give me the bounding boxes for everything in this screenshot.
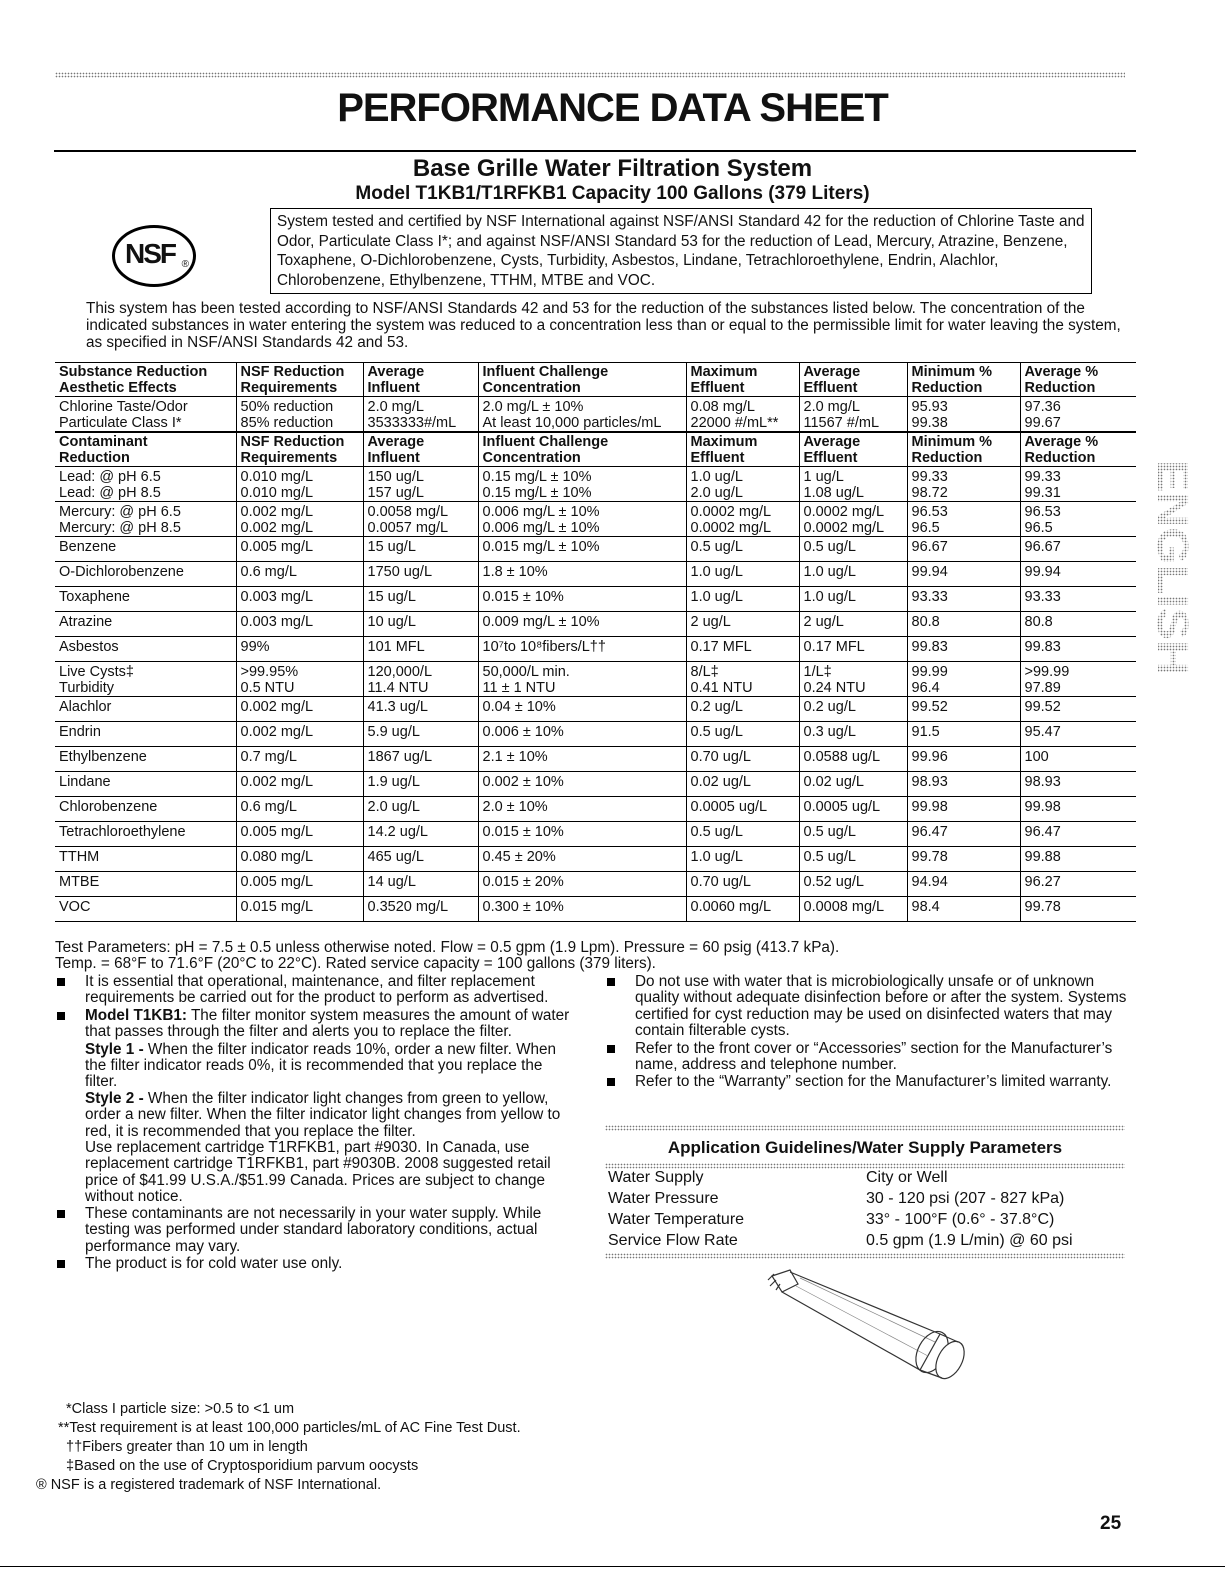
note-manufacturer: Refer to the front cover or “Accessories” section for the Manufacturer’s name, address and telephone number. bbox=[605, 1041, 1130, 1074]
table-cell: 99% bbox=[236, 637, 363, 662]
table-cell: 15 ug/L bbox=[363, 587, 478, 612]
table-cell: 2.0 mg/L 11567 #/mL bbox=[799, 397, 907, 433]
table-row bbox=[55, 697, 1136, 722]
note-warranty: Refer to the “Warranty” section for the Manufacturer’s limited warranty. bbox=[605, 1074, 1130, 1090]
table-cell: O-Dichlorobenzene bbox=[55, 562, 236, 587]
table-cell: 0.2 ug/L bbox=[799, 697, 907, 722]
style-1-note bbox=[55, 1042, 573, 1091]
table-cell: 0.6 mg/L bbox=[236, 797, 363, 822]
column-header: Average % Reduction bbox=[1020, 363, 1136, 397]
table-cell: 0.5 ug/L bbox=[799, 847, 907, 872]
note-contaminants: These contaminants are not necessarily in your water supply. While testing was performed under standard laboratory conditions, actual performance may vary. bbox=[55, 1206, 573, 1255]
table-cell: 1/L‡ 0.24 NTU bbox=[799, 662, 907, 697]
app-label-service-flow-rate: Service Flow Rate bbox=[608, 1232, 738, 1249]
app-value-water-pressure: 30 - 120 psi (207 - 827 kPa) bbox=[866, 1190, 1065, 1207]
table-cell: 0.006 mg/L ± 10% 0.006 mg/L ± 10% bbox=[478, 502, 686, 537]
certification-box: System tested and certified by NSF International against NSF/ANSI Standard 42 for the reduction of Chlorine Taste and Odor, Particulate Class I*; and against NSF/ANSI Standard 53 for the reduction of Lead, Mercury, Atrazine, Benzene, Toxaphene, O-Dichlorobenzene, Cysts, Turbidity, Asbestos, Lindane, Tetrachloroethylene, Endrin, Alachlor, Chlorobenzene, Ethylbenzene, TTHM, MTBE and VOC. bbox=[270, 208, 1092, 294]
table-cell: 14 ug/L bbox=[363, 872, 478, 897]
table-cell: 99.52 bbox=[1020, 697, 1136, 722]
table-cell: 2.0 mg/L ± 10% At least 10,000 particles/mL bbox=[478, 397, 686, 433]
column-header: Minimum % Reduction bbox=[907, 363, 1020, 397]
bottom-edge-rule bbox=[0, 1566, 1225, 1567]
left-notes-column bbox=[55, 974, 573, 1273]
replacement-cartridge-note: Use replacement cartridge T1RFKB1, part #9030. In Canada, use replacement cartridge T1RFKB1, part #9030B. 2008 suggested retail price of $41.99 U.S.A./$51.99 Canada. Prices are subject to change without notice. bbox=[85, 1139, 551, 1206]
table-cell: 0.0005 ug/L bbox=[686, 797, 799, 822]
title-rule bbox=[54, 150, 1136, 152]
model-line: Model T1KB1/T1RFKB1 Capacity 100 Gallons (379 Liters) bbox=[355, 183, 870, 204]
table-cell: 41.3 ug/L bbox=[363, 697, 478, 722]
table-cell: 80.8 bbox=[1020, 612, 1136, 637]
table-row bbox=[55, 662, 1136, 697]
nsf-logo-icon bbox=[112, 225, 196, 287]
test-parameters bbox=[55, 940, 1135, 972]
table-cell: 96.67 bbox=[907, 537, 1020, 562]
table-cell: 0.7 mg/L bbox=[236, 747, 363, 772]
table-row bbox=[55, 587, 1136, 612]
table-cell: 0.002 mg/L bbox=[236, 722, 363, 747]
footnote-fibers: ††Fibers greater than 10 um in length bbox=[66, 1439, 308, 1455]
table-cell: 0.015 ± 10% bbox=[478, 822, 686, 847]
table-cell: 0.0588 ug/L bbox=[799, 747, 907, 772]
style-2-note bbox=[55, 1091, 573, 1140]
table-cell: 96.67 bbox=[1020, 537, 1136, 562]
style-1-text: When the filter indicator reads 10%, order a new filter. When the filter indicator reads 0%, it is recommended that you replace the filter. bbox=[85, 1040, 557, 1091]
table-cell: >99.95% 0.5 NTU bbox=[236, 662, 363, 697]
style-2-label: Style 2 - bbox=[85, 1089, 144, 1107]
table-cell: 0.002 mg/L bbox=[236, 772, 363, 797]
table-cell: 0.015 mg/L bbox=[236, 897, 363, 922]
table-cell: 8/L‡ 0.41 NTU bbox=[686, 662, 799, 697]
column-header: Maximum Effluent bbox=[686, 363, 799, 397]
table-cell: 99.83 bbox=[907, 637, 1020, 662]
app-guidelines-title: Application Guidelines/Water Supply Parameters bbox=[667, 1138, 1063, 1157]
table-cell: VOC bbox=[55, 897, 236, 922]
app-value-service-flow-rate: 0.5 gpm (1.9 L/min) @ 60 psi bbox=[866, 1232, 1073, 1249]
app-top-dotted-rule bbox=[605, 1125, 1125, 1131]
table-cell: 0.0002 mg/L 0.0002 mg/L bbox=[686, 502, 799, 537]
table-cell: 0.006 ± 10% bbox=[478, 722, 686, 747]
table-cell: 99.96 bbox=[907, 747, 1020, 772]
table-cell: 0.080 mg/L bbox=[236, 847, 363, 872]
table-cell: 50% reduction 85% reduction bbox=[236, 397, 363, 433]
table-row bbox=[55, 537, 1136, 562]
table-cell: 99.88 bbox=[1020, 847, 1136, 872]
system-subtitle: Base Grille Water Filtration System bbox=[412, 155, 813, 182]
table-cell: 99.83 bbox=[1020, 637, 1136, 662]
table-cell: 465 ug/L bbox=[363, 847, 478, 872]
table-row bbox=[55, 637, 1136, 662]
table-cell: 0.0002 mg/L 0.0002 mg/L bbox=[799, 502, 907, 537]
table-row bbox=[55, 612, 1136, 637]
table-cell: Tetrachloroethylene bbox=[55, 822, 236, 847]
table-cell: 99.98 bbox=[1020, 797, 1136, 822]
table-row bbox=[55, 397, 1136, 433]
column-header: Influent Challenge Concentration bbox=[478, 363, 686, 397]
table-cell: 0.002 ± 10% bbox=[478, 772, 686, 797]
column-header: Influent Challenge Concentration bbox=[478, 432, 686, 467]
table-cell: 99.52 bbox=[907, 697, 1020, 722]
table-cell: 99.99 96.4 bbox=[907, 662, 1020, 697]
table-cell: 0.015 mg/L ± 10% bbox=[478, 537, 686, 562]
column-header: Contaminant Reduction bbox=[55, 432, 236, 467]
table-cell: 0.0060 mg/L bbox=[686, 897, 799, 922]
footnote-cysts: ‡Based on the use of Cryptosporidium parvum oocysts bbox=[66, 1458, 419, 1474]
table-cell: 98.93 bbox=[907, 772, 1020, 797]
table-cell: 0.015 ± 10% bbox=[478, 587, 686, 612]
table-cell: 95.47 bbox=[1020, 722, 1136, 747]
table-cell: MTBE bbox=[55, 872, 236, 897]
table-cell: 0.005 mg/L bbox=[236, 872, 363, 897]
table-cell: 99.33 98.72 bbox=[907, 467, 1020, 502]
table-cell: 0.300 ± 10% bbox=[478, 897, 686, 922]
table-cell: 0.17 MFL bbox=[799, 637, 907, 662]
table-cell: 96.53 96.5 bbox=[1020, 502, 1136, 537]
table-cell: 5.9 ug/L bbox=[363, 722, 478, 747]
table-cell: 0.6 mg/L bbox=[236, 562, 363, 587]
contaminant-header-row bbox=[55, 432, 1136, 467]
footnote-trademark: ® NSF is a registered trademark of NSF International. bbox=[36, 1477, 382, 1493]
page-title: PERFORMANCE DATA SHEET bbox=[337, 86, 888, 130]
table-cell: 96.47 bbox=[1020, 822, 1136, 847]
table-cell: 98.93 bbox=[1020, 772, 1136, 797]
column-header: Average Effluent bbox=[799, 432, 907, 467]
column-header: Average Effluent bbox=[799, 363, 907, 397]
table-cell: 99.78 bbox=[1020, 897, 1136, 922]
table-cell: 1.9 ug/L bbox=[363, 772, 478, 797]
right-notes-column bbox=[605, 974, 1130, 1092]
table-cell: 0.005 mg/L bbox=[236, 822, 363, 847]
table-cell: 0.5 ug/L bbox=[799, 537, 907, 562]
table-cell: 93.33 bbox=[1020, 587, 1136, 612]
table-cell: 101 MFL bbox=[363, 637, 478, 662]
footnote-test-requirement: **Test requirement is at least 100,000 particles/mL of AC Fine Test Dust. bbox=[58, 1420, 521, 1436]
filter-cartridge-icon bbox=[760, 1262, 980, 1382]
table-cell: 1.0 ug/L 2.0 ug/L bbox=[686, 467, 799, 502]
nsf-registered-mark: ® bbox=[181, 259, 189, 270]
note-microbiological: Do not use with water that is microbiologically unsafe or of unknown quality without adequate disinfection before or after the system. Systems certified for cyst reduction may be used on disinfected waters that may contain filterable cysts. bbox=[605, 974, 1130, 1040]
side-tab-text: ENGLISH bbox=[1148, 460, 1197, 656]
table-cell: 0.002 mg/L bbox=[236, 697, 363, 722]
aesthetic-header-row bbox=[55, 363, 1136, 397]
contaminant-section bbox=[55, 432, 1136, 922]
app-label-water-supply: Water Supply bbox=[608, 1169, 704, 1186]
table-cell: 0.005 mg/L bbox=[236, 537, 363, 562]
table-row bbox=[55, 897, 1136, 922]
style-2-text: When the filter indicator light changes from green to yellow, order a new filter. When the filter indicator light changes from yellow to red, it is recommended that you replace the filter. bbox=[85, 1089, 561, 1140]
table-cell: 98.4 bbox=[907, 897, 1020, 922]
intro-paragraph: This system has been tested according to NSF/ANSI Standards 42 and 53 for the reduction of the substances listed below. The concentration of the indicated substances in water entering the system was reduced to a concentration less than or equal to the permissible limit for water leaving the system, as specified in NSF/ANSI Standards 42 and 53. bbox=[86, 300, 1121, 351]
page-number: 25 bbox=[1100, 1513, 1122, 1534]
table-cell: 0.52 ug/L bbox=[799, 872, 907, 897]
table-cell: Lead: @ pH 6.5 Lead: @ pH 8.5 bbox=[55, 467, 236, 502]
table-cell: 15 ug/L bbox=[363, 537, 478, 562]
table-row bbox=[55, 872, 1136, 897]
table-cell: 0.015 ± 20% bbox=[478, 872, 686, 897]
app-value-water-temperature: 33° - 100°F (0.6° - 37.8°C) bbox=[866, 1211, 1055, 1228]
table-cell: 0.15 mg/L ± 10% 0.15 mg/L ± 10% bbox=[478, 467, 686, 502]
table-cell: 1.8 ± 10% bbox=[478, 562, 686, 587]
english-side-tab bbox=[1148, 460, 1197, 790]
table-cell: 99.33 99.31 bbox=[1020, 467, 1136, 502]
table-cell: TTHM bbox=[55, 847, 236, 872]
column-header: Maximum Effluent bbox=[686, 432, 799, 467]
table-row bbox=[55, 562, 1136, 587]
table-cell: 0.002 mg/L 0.002 mg/L bbox=[236, 502, 363, 537]
table-cell: 2.0 ± 10% bbox=[478, 797, 686, 822]
table-cell: 96.27 bbox=[1020, 872, 1136, 897]
model-label: Model T1KB1: bbox=[85, 1006, 187, 1024]
table-cell: 0.17 MFL bbox=[686, 637, 799, 662]
table-cell: 0.5 ug/L bbox=[799, 822, 907, 847]
column-header: Average % Reduction bbox=[1020, 432, 1136, 467]
table-cell: 0.70 ug/L bbox=[686, 747, 799, 772]
table-cell: 93.33 bbox=[907, 587, 1020, 612]
table-cell: 97.36 99.67 bbox=[1020, 397, 1136, 433]
column-header: NSF Reduction Requirements bbox=[236, 432, 363, 467]
table-cell: 120,000/L 11.4 NTU bbox=[363, 662, 478, 697]
table-row bbox=[55, 797, 1136, 822]
table-cell: 0.0058 mg/L 0.0057 mg/L bbox=[363, 502, 478, 537]
table-cell: 80.8 bbox=[907, 612, 1020, 637]
footnotes bbox=[36, 1400, 521, 1495]
table-cell: 2.1 ± 10% bbox=[478, 747, 686, 772]
note-maintenance: It is essential that operational, maintenance, and filter replacement requirements be carried out for the product to perform as advertised. bbox=[55, 974, 573, 1007]
table-cell: 0.0005 ug/L bbox=[799, 797, 907, 822]
table-cell: Endrin bbox=[55, 722, 236, 747]
table-cell: 2 ug/L bbox=[799, 612, 907, 637]
table-cell: 0.0008 mg/L bbox=[799, 897, 907, 922]
column-header: Average Influent bbox=[363, 363, 478, 397]
table-row bbox=[55, 772, 1136, 797]
table-cell: 10⁷to 10⁸fibers/L†† bbox=[478, 637, 686, 662]
table-cell: >99.99 97.89 bbox=[1020, 662, 1136, 697]
table-cell: Benzene bbox=[55, 537, 236, 562]
table-cell: Chlorine Taste/Odor Particulate Class I* bbox=[55, 397, 236, 433]
table-cell: 1.0 ug/L bbox=[799, 562, 907, 587]
table-row bbox=[55, 847, 1136, 872]
column-header: Average Influent bbox=[363, 432, 478, 467]
table-cell: 0.04 ± 10% bbox=[478, 697, 686, 722]
table-cell: 2.0 mg/L 3533333#/mL bbox=[363, 397, 478, 433]
table-cell: 94.94 bbox=[907, 872, 1020, 897]
table-cell: 0.5 ug/L bbox=[686, 537, 799, 562]
table-cell: 0.3520 mg/L bbox=[363, 897, 478, 922]
table-cell: Mercury: @ pH 6.5 Mercury: @ pH 8.5 bbox=[55, 502, 236, 537]
table-cell: 96.53 96.5 bbox=[907, 502, 1020, 537]
table-cell: 10 ug/L bbox=[363, 612, 478, 637]
test-parameters-line-2: Temp. = 68°F to 71.6°F (20°C to 22°C). Rated service capacity = 100 gallons (379 liters). bbox=[55, 955, 656, 972]
table-cell: 0.2 ug/L bbox=[686, 697, 799, 722]
app-label-water-pressure: Water Pressure bbox=[608, 1190, 719, 1207]
column-header: Minimum % Reduction bbox=[907, 432, 1020, 467]
aesthetic-section bbox=[55, 363, 1136, 433]
table-cell: 96.47 bbox=[907, 822, 1020, 847]
filter-monitor-text: The filter monitor system measures the amount of water that passes through the filter and alerts you to replace the filter. bbox=[85, 1006, 570, 1041]
table-cell: 1.0 ug/L bbox=[686, 587, 799, 612]
table-cell: 0.003 mg/L bbox=[236, 587, 363, 612]
table-cell: 0.02 ug/L bbox=[799, 772, 907, 797]
table-cell: 99.94 bbox=[1020, 562, 1136, 587]
table-row bbox=[55, 502, 1136, 537]
table-cell: 0.08 mg/L 22000 #/mL** bbox=[686, 397, 799, 433]
table-cell: Toxaphene bbox=[55, 587, 236, 612]
top-dotted-rule bbox=[55, 72, 1125, 78]
table-cell: 91.5 bbox=[907, 722, 1020, 747]
table-cell: 0.5 ug/L bbox=[686, 822, 799, 847]
table-cell: Atrazine bbox=[55, 612, 236, 637]
app-value-water-supply: City or Well bbox=[866, 1169, 948, 1186]
note-filter-monitor bbox=[55, 1008, 573, 1041]
app-bottom-dotted-rule bbox=[605, 1253, 1125, 1259]
table-cell: Asbestos bbox=[55, 637, 236, 662]
table-cell: 1.0 ug/L bbox=[686, 847, 799, 872]
note-cold-water: The product is for cold water use only. bbox=[55, 1256, 573, 1272]
table-cell: 14.2 ug/L bbox=[363, 822, 478, 847]
table-cell: 1750 ug/L bbox=[363, 562, 478, 587]
app-label-water-temperature: Water Temperature bbox=[608, 1211, 745, 1228]
table-cell: Chlorobenzene bbox=[55, 797, 236, 822]
footnote-class-i: *Class I particle size: >0.5 to <1 um bbox=[66, 1401, 295, 1417]
table-row bbox=[55, 722, 1136, 747]
table-cell: 2.0 ug/L bbox=[363, 797, 478, 822]
table-cell: 1 ug/L 1.08 ug/L bbox=[799, 467, 907, 502]
test-parameters-line-1: Test Parameters: pH = 7.5 ± 0.5 unless otherwise noted. Flow = 0.5 gpm (1.9 Lpm). Pressure = 60 psig (413.7 kPa). bbox=[55, 939, 840, 956]
table-cell: 99.98 bbox=[907, 797, 1020, 822]
nsf-logo-text: NSF bbox=[125, 238, 175, 269]
table-cell: 0.010 mg/L 0.010 mg/L bbox=[236, 467, 363, 502]
table-cell: 95.93 99.38 bbox=[907, 397, 1020, 433]
table-cell: 150 ug/L 157 ug/L bbox=[363, 467, 478, 502]
column-header: Substance Reduction Aesthetic Effects bbox=[55, 363, 236, 397]
table-cell: 0.3 ug/L bbox=[799, 722, 907, 747]
table-cell: 99.94 bbox=[907, 562, 1020, 587]
table-cell: 50,000/L min. 11 ± 1 NTU bbox=[478, 662, 686, 697]
table-cell: Alachlor bbox=[55, 697, 236, 722]
table-cell: 2 ug/L bbox=[686, 612, 799, 637]
style-1-label: Style 1 - bbox=[85, 1040, 144, 1058]
table-cell: 100 bbox=[1020, 747, 1136, 772]
table-cell: 0.009 mg/L ± 10% bbox=[478, 612, 686, 637]
table-row bbox=[55, 467, 1136, 502]
table-cell: 1867 ug/L bbox=[363, 747, 478, 772]
table-cell: 1.0 ug/L bbox=[799, 587, 907, 612]
table-cell: Lindane bbox=[55, 772, 236, 797]
table-row bbox=[55, 747, 1136, 772]
table-cell: 0.5 ug/L bbox=[686, 722, 799, 747]
table-cell: 0.45 ± 20% bbox=[478, 847, 686, 872]
table-cell: Ethylbenzene bbox=[55, 747, 236, 772]
table-cell: 1.0 ug/L bbox=[686, 562, 799, 587]
table-cell: 0.003 mg/L bbox=[236, 612, 363, 637]
table-cell: 99.78 bbox=[907, 847, 1020, 872]
table-row bbox=[55, 822, 1136, 847]
table-cell: 0.70 ug/L bbox=[686, 872, 799, 897]
table-cell: Live Cysts‡ Turbidity bbox=[55, 662, 236, 697]
table-cell: 0.02 ug/L bbox=[686, 772, 799, 797]
performance-table bbox=[55, 362, 1136, 922]
column-header: NSF Reduction Requirements bbox=[236, 363, 363, 397]
